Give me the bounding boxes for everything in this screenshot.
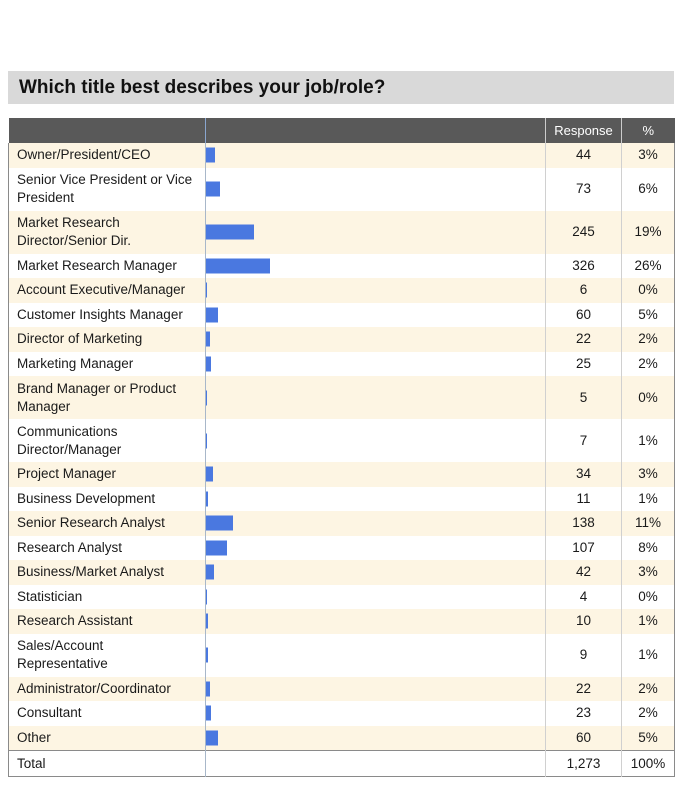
row-response: 11	[546, 487, 622, 512]
row-response: 60	[546, 303, 622, 328]
bar-cell	[206, 609, 546, 634]
table-row	[9, 419, 675, 462]
bar-mark	[206, 614, 208, 629]
bar-mark	[206, 467, 213, 482]
table-row	[9, 254, 675, 279]
row-response: 25	[546, 352, 622, 377]
header-row	[9, 118, 675, 143]
bar-cell	[206, 487, 546, 512]
table-row	[9, 536, 675, 561]
table-row	[9, 278, 675, 303]
row-label: Project Manager	[9, 462, 206, 487]
bar-cell	[206, 278, 546, 303]
table-row	[9, 168, 675, 211]
bar-mark	[206, 565, 214, 580]
row-response: 138	[546, 511, 622, 536]
bar-mark	[206, 283, 207, 298]
row-label: Communications Director/Manager	[9, 419, 206, 462]
row-percent: 8%	[622, 536, 675, 561]
bar-cell	[206, 701, 546, 726]
bar-cell	[206, 511, 546, 536]
row-response: 107	[546, 536, 622, 561]
row-label: Research Assistant	[9, 609, 206, 634]
bar-mark	[206, 307, 218, 322]
row-response: 6	[546, 278, 622, 303]
row-response: 34	[546, 462, 622, 487]
header-label	[9, 118, 206, 143]
row-percent: 6%	[622, 168, 675, 211]
row-label: Business Development	[9, 487, 206, 512]
row-response: 60	[546, 726, 622, 751]
table-row	[9, 511, 675, 536]
total-percent: 100%	[622, 751, 675, 777]
total-label: Total	[9, 751, 206, 777]
table-row	[9, 677, 675, 702]
row-response: 5	[546, 376, 622, 419]
bar-mark	[206, 730, 218, 745]
row-label: Customer Insights Manager	[9, 303, 206, 328]
header-bar	[206, 118, 546, 143]
results-table	[8, 118, 675, 777]
bar-mark	[206, 516, 233, 531]
bar-cell	[206, 419, 546, 462]
row-percent: 1%	[622, 419, 675, 462]
row-response: 326	[546, 254, 622, 279]
row-percent: 5%	[622, 303, 675, 328]
row-percent: 2%	[622, 327, 675, 352]
bar-cell	[206, 585, 546, 610]
bar-mark	[206, 258, 270, 273]
table-row	[9, 609, 675, 634]
row-response: 42	[546, 560, 622, 585]
table-row	[9, 462, 675, 487]
table-row	[9, 701, 675, 726]
row-label: Brand Manager or Product Manager	[9, 376, 206, 419]
row-response: 22	[546, 677, 622, 702]
results-table-container	[8, 118, 674, 777]
total-bar-cell	[206, 751, 546, 777]
row-percent: 2%	[622, 677, 675, 702]
bar-mark	[206, 356, 211, 371]
bar-cell	[206, 254, 546, 279]
table-body	[9, 143, 675, 751]
row-label: Senior Vice President or Vice President	[9, 168, 206, 211]
table-row	[9, 211, 675, 254]
row-percent: 2%	[622, 701, 675, 726]
chart-title: Which title best describes your job/role?	[8, 71, 674, 104]
bar-mark	[206, 225, 254, 240]
row-response: 22	[546, 327, 622, 352]
row-label: Consultant	[9, 701, 206, 726]
table-row	[9, 560, 675, 585]
row-response: 73	[546, 168, 622, 211]
bar-mark	[206, 148, 215, 163]
row-response: 9	[546, 634, 622, 677]
bar-mark	[206, 433, 207, 448]
bar-cell	[206, 462, 546, 487]
row-label: Senior Research Analyst	[9, 511, 206, 536]
row-percent: 3%	[622, 143, 675, 168]
row-label: Market Research Manager	[9, 254, 206, 279]
row-label: Research Analyst	[9, 536, 206, 561]
header-percent: %	[622, 118, 675, 143]
table-row	[9, 585, 675, 610]
total-response: 1,273	[546, 751, 622, 777]
total-row	[9, 751, 675, 777]
row-percent: 26%	[622, 254, 675, 279]
bar-cell	[206, 168, 546, 211]
row-response: 44	[546, 143, 622, 168]
row-label: Business/Market Analyst	[9, 560, 206, 585]
table-row	[9, 352, 675, 377]
row-label: Director of Marketing	[9, 327, 206, 352]
row-response: 10	[546, 609, 622, 634]
bar-mark	[206, 182, 220, 197]
row-response: 23	[546, 701, 622, 726]
bar-cell	[206, 677, 546, 702]
row-percent: 2%	[622, 352, 675, 377]
header-response: Response	[546, 118, 622, 143]
bar-mark	[206, 648, 208, 663]
bar-cell	[206, 560, 546, 585]
bar-mark	[206, 540, 227, 555]
table-row	[9, 376, 675, 419]
row-label: Other	[9, 726, 206, 751]
table-row	[9, 726, 675, 751]
row-label: Market Research Director/Senior Dir.	[9, 211, 206, 254]
bar-cell	[206, 352, 546, 377]
bar-cell	[206, 726, 546, 751]
bar-cell	[206, 143, 546, 168]
row-percent: 3%	[622, 560, 675, 585]
row-percent: 3%	[622, 462, 675, 487]
bar-cell	[206, 303, 546, 328]
row-percent: 11%	[622, 511, 675, 536]
bar-mark	[206, 589, 207, 604]
bar-cell	[206, 327, 546, 352]
bar-mark	[206, 390, 207, 405]
row-label: Administrator/Coordinator	[9, 677, 206, 702]
row-response: 7	[546, 419, 622, 462]
row-label: Marketing Manager	[9, 352, 206, 377]
bar-mark	[206, 332, 210, 347]
bar-cell	[206, 376, 546, 419]
row-percent: 0%	[622, 376, 675, 419]
table-row	[9, 327, 675, 352]
table-row	[9, 303, 675, 328]
bar-mark	[206, 706, 211, 721]
bar-cell	[206, 634, 546, 677]
row-percent: 1%	[622, 487, 675, 512]
row-percent: 1%	[622, 634, 675, 677]
bar-cell	[206, 536, 546, 561]
bar-cell	[206, 211, 546, 254]
table-row	[9, 634, 675, 677]
table-row	[9, 487, 675, 512]
row-percent: 5%	[622, 726, 675, 751]
row-label: Account Executive/Manager	[9, 278, 206, 303]
bar-mark	[206, 681, 210, 696]
row-label: Sales/Account Representative	[9, 634, 206, 677]
row-label: Statistician	[9, 585, 206, 610]
row-response: 4	[546, 585, 622, 610]
row-label: Owner/President/CEO	[9, 143, 206, 168]
row-response: 245	[546, 211, 622, 254]
row-percent: 19%	[622, 211, 675, 254]
row-percent: 1%	[622, 609, 675, 634]
table-row	[9, 143, 675, 168]
row-percent: 0%	[622, 585, 675, 610]
row-percent: 0%	[622, 278, 675, 303]
bar-mark	[206, 491, 208, 506]
